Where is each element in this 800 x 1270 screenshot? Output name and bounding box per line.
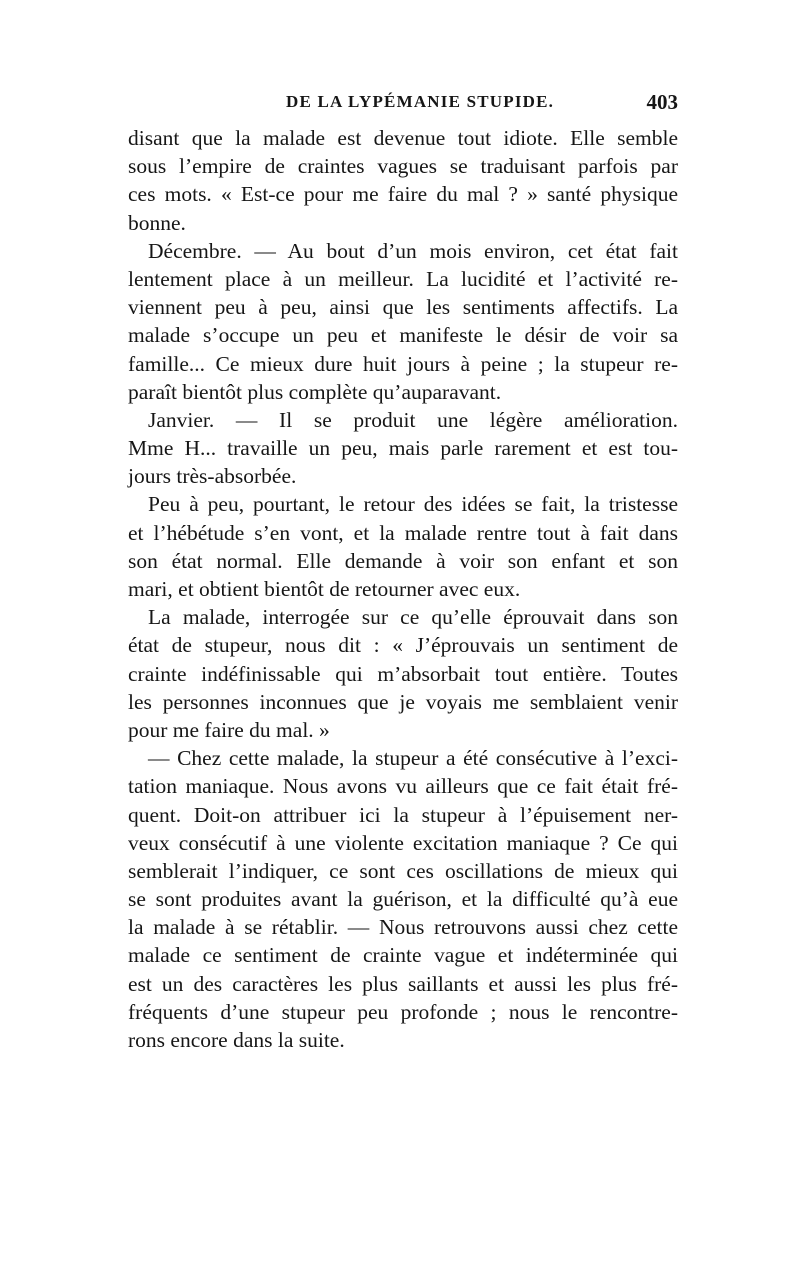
text-line: mari, et obtient bientôt de retourner avec eux. bbox=[128, 577, 521, 601]
text-line: rons encore dans la suite. bbox=[128, 1028, 345, 1052]
text-line: — Chez cette malade, la stupeur a été consécutive à l’exci- bbox=[148, 746, 678, 771]
running-head bbox=[128, 92, 678, 116]
text-line: les personnes inconnues que je voyais me semblaient venir bbox=[128, 689, 678, 714]
page-number: 403 bbox=[646, 90, 678, 114]
text-line: bonne. bbox=[128, 210, 186, 235]
text-line: tation maniaque. Nous avons vu ailleurs que ce fait était fré- bbox=[128, 774, 678, 799]
text-line: pour me faire du mal. » bbox=[128, 717, 330, 742]
text-line: La malade, interrogée sur ce qu’elle éprouvait dans son bbox=[148, 605, 678, 630]
text-line: crainte indéfinissable qui m’absorbait tout entière. Toutes bbox=[128, 661, 678, 686]
text-line: quent. Doit-on attribuer ici la stupeur à l’épuisement ner- bbox=[128, 802, 678, 827]
text-line: viennent peu à peu, ainsi que les sentiments affectifs. La bbox=[128, 295, 678, 320]
text-line: semblerait l’indiquer, ce sont ces oscillations de mieux qui bbox=[128, 858, 678, 883]
text-line: Mme H... travaille un peu, mais parle rarement et est tou- bbox=[128, 436, 678, 461]
text-line: malade s’occupe un peu et manifeste le désir de voir sa bbox=[128, 323, 678, 348]
text-line: jours très-absorbée. bbox=[128, 464, 297, 489]
body-text bbox=[128, 124, 678, 1054]
text-line: disant que la malade est devenue tout idiote. Elle semble bbox=[128, 126, 678, 150]
text-line: la malade à se rétablir. — Nous retrouvons aussi chez cette bbox=[128, 915, 678, 940]
text-line: paraît bientôt plus complète qu’auparavant. bbox=[128, 379, 502, 404]
text-line: sous l’empire de craintes vagues se traduisant parfois par bbox=[128, 154, 678, 179]
text-line: Janvier. — Il se produit une légère amélioration. bbox=[148, 407, 678, 432]
text-line: famille... Ce mieux dure huit jours à peine ; la stupeur re- bbox=[128, 351, 678, 376]
running-title: DE LA LYPÉMANIE STUPIDE. bbox=[286, 92, 555, 111]
text-line: veux consécutif à une violente excitation maniaque ? Ce qui bbox=[128, 830, 678, 855]
text-line: son état normal. Elle demande à voir son enfant et son bbox=[128, 548, 678, 573]
text-line: lentement place à un meilleur. La lucidité et l’activité re- bbox=[128, 266, 678, 291]
text-line: Peu à peu, pourtant, le retour des idées se fait, la tristesse bbox=[148, 492, 678, 517]
text-line: Décembre. — Au bout d’un mois environ, cet état fait bbox=[148, 238, 678, 263]
text-line: est un des caractères les plus saillants et aussi les plus fré- bbox=[128, 971, 678, 996]
text-line: et l’hébétude s’en vont, et la malade rentre tout à fait dans bbox=[128, 520, 678, 545]
text-line: état de stupeur, nous dit : « J’éprouvais un sentiment de bbox=[128, 633, 678, 658]
text-line: ces mots. « Est-ce pour me faire du mal ? » santé physique bbox=[128, 182, 678, 207]
text-line: se sont produites avant la guérison, et la difficulté qu’à eue bbox=[128, 887, 678, 912]
text-line: malade ce sentiment de crainte vague et indéterminée qui bbox=[128, 943, 678, 968]
text-line: fréquents d’une stupeur peu profonde ; nous le rencontre- bbox=[128, 999, 678, 1024]
